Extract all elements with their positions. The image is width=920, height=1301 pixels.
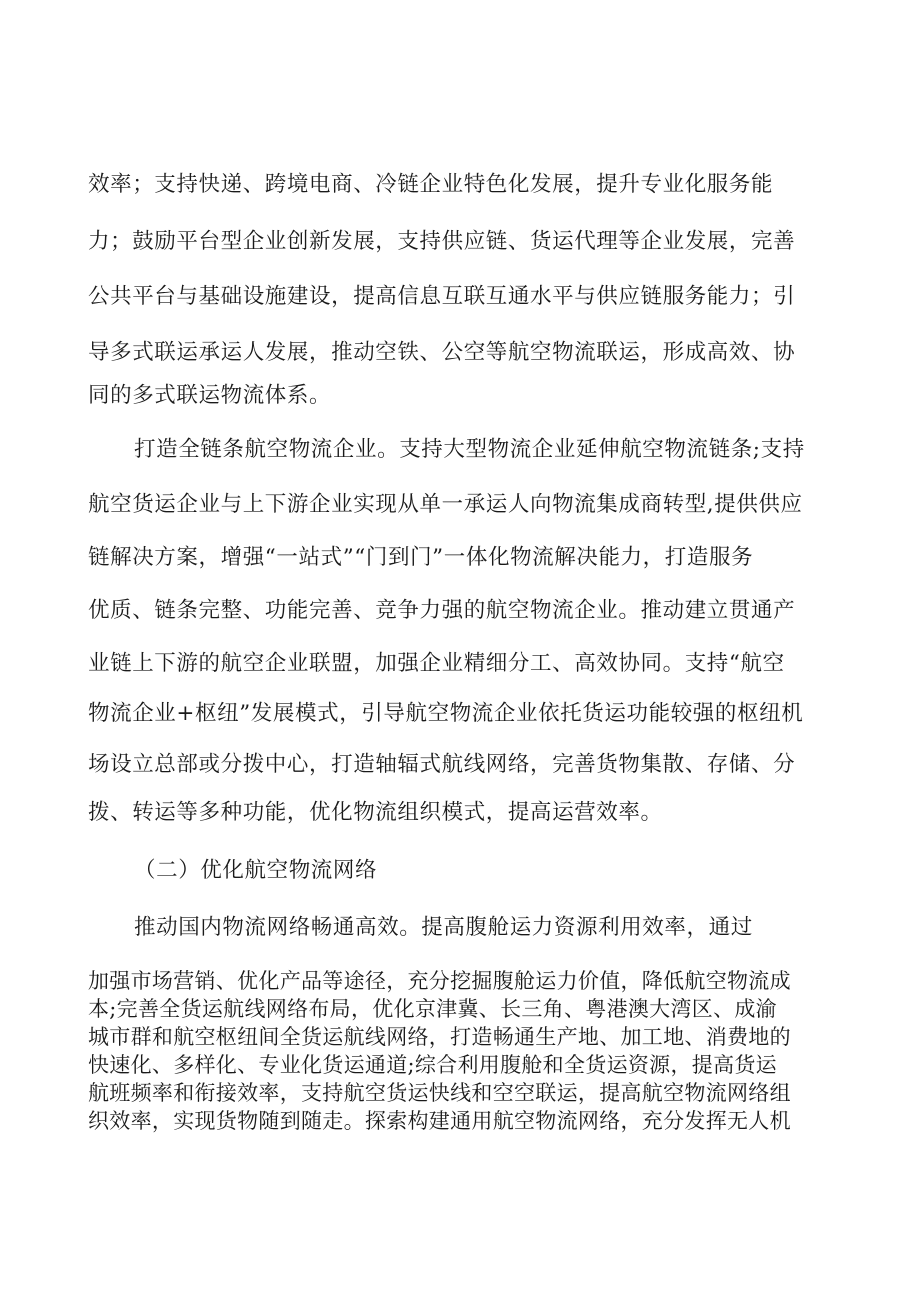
text-line: 航空货运企业与上下游企业实现从单一承运人向物流集成商转型,提供供应 (88, 492, 803, 517)
text-line: 导多式联运承运人发展，推动空铁、公空等航空物流联运，形成高效、协 (88, 340, 796, 365)
text-line: 同的多式联运物流体系。 (88, 383, 332, 408)
text-line: 效率；支持快递、跨境电商、冷链企业特色化发展，提升专业化服务能 (88, 172, 774, 197)
text-line: 链解决方案，增强“一站式”“门到门”一体化物流解决能力，打造服务 (88, 545, 754, 570)
text-line: 业链上下游的航空企业联盟，加强企业精细分工、高效协同。支持“航空 (88, 651, 785, 676)
text-line: 物流企业+枢纽”发展模式，引导航空物流企业依托货运功能较强的枢纽机 (88, 701, 804, 726)
section-heading: （二）优化航空物流网络 (134, 858, 378, 883)
text-line: 快速化、多样化、专业化货运通道;综合利用腹舱和全货运资源，提高货运 (88, 1053, 777, 1077)
text-line: 优质、链条完整、功能完善、竞争力强的航空物流企业。推动建立贯通产 (88, 598, 796, 623)
text-line: 推动国内物流网络畅通高效。提高腹舱运力资源利用效率，通过 (134, 915, 753, 940)
text-line: 拨、转运等多种功能，优化物流组织模式，提高运营效率。 (88, 800, 663, 825)
text-line: 航班频率和衔接效率，支持航空货运快线和空空联运，提高航空物流网络组 (88, 1081, 791, 1105)
text-line: 本;完善全货运航线网络布局，优化京津冀、长三角、粤港澳大湾区、成渝 (88, 997, 777, 1021)
text-line: 城市群和航空枢纽间全货运航线网络，打造畅通生产地、加工地、消费地的 (88, 1025, 791, 1049)
text-line: 加强市场营销、优化产品等途径，充分挖掘腹舱运力价值，降低航空物流成 (88, 969, 791, 993)
text-line: 织效率，实现货物随到随走。探索构建通用航空物流网络，充分发挥无人机 (88, 1109, 791, 1133)
text-line: 公共平台与基础设施建设，提高信息互联互通水平与供应链服务能力；引 (88, 284, 796, 309)
text-line: 打造全链条航空物流企业。支持大型物流企业延伸航空物流链条;支持 (134, 437, 805, 462)
text-line: 力；鼓励平台型企业创新发展，支持供应链、货运代理等企业发展，完善 (88, 229, 796, 254)
text-line: 场设立总部或分拨中心，打造轴辐式航线网络，完善货物集散、存储、分 (88, 752, 796, 777)
